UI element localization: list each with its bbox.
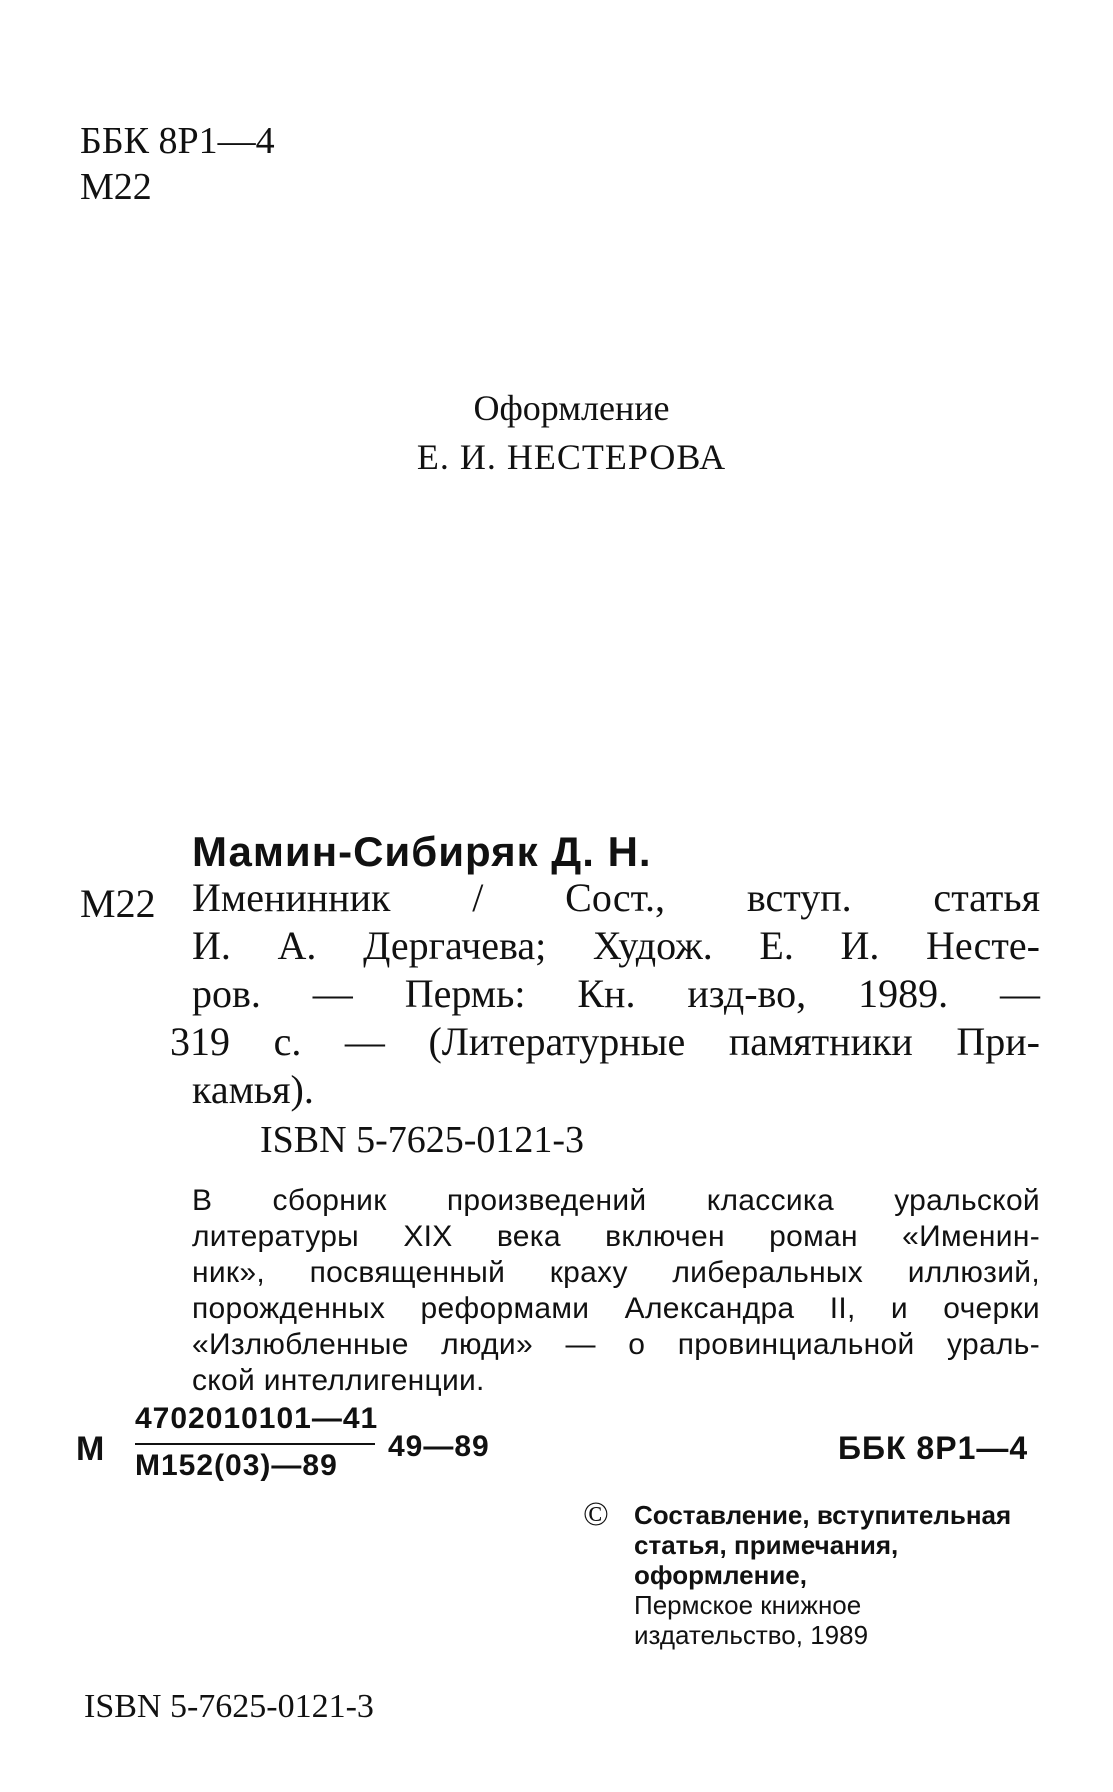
bbk-code-top: ББК 8Р1—4 [80,120,275,162]
publication-code-denominator: М152(03)—89 [135,1449,338,1482]
fraction-rule [135,1443,375,1445]
catalog-author: Мамин-Сибиряк Д. Н. [192,828,652,875]
bbk-code-card: ББК 8Р1—4 [838,1430,1029,1466]
footer-isbn: ISBN 5-7625-0121-3 [84,1688,374,1725]
copyright-line: издательство, 1989 [634,1620,869,1650]
publication-code-suffix: 49—89 [388,1430,490,1463]
copyright-line: Составление, вступительная [634,1500,1012,1530]
catalog-author-mark: М22 [80,881,156,926]
annotation-line: ской интеллигенции. [192,1364,485,1397]
bibliographic-line: ров. — Пермь: Кн. изд-во, 1989. — [192,971,1040,1016]
copyright-icon: © [583,1496,609,1533]
design-credit-name: Е. И. НЕСТЕРОВА [416,437,727,477]
annotation-line: ник», посвященный краху либеральных иллюзий, [192,1256,1040,1289]
copyright-line: оформление, [634,1560,807,1590]
annotation-line: «Излюбленные люди» — о провинциальной ураль- [192,1328,1040,1361]
annotation-line: порожденных реформами Александра II, и очерки [192,1292,1040,1325]
bibliographic-line: Именинник / Сост., вступ. статья [192,875,1040,920]
publication-code-numerator: 4702010101—41 [135,1402,379,1435]
annotation-line: В сборник произведений классика уральской [192,1184,1040,1217]
bibliographic-line: 319 с. — (Литературные памятники При- [170,1019,1040,1064]
catalog-isbn: ISBN 5-7625-0121-3 [260,1119,585,1161]
design-credit-label: Оформление [473,388,670,428]
bibliographic-line: камья). [192,1067,314,1112]
copyright-line: статья, примечания, [634,1530,899,1560]
publication-code-prefix: М [76,1430,105,1468]
copyright-line: Пермское книжное [634,1590,862,1620]
annotation-line: литературы XIX века включен роман «Именин- [192,1220,1040,1253]
bibliographic-line: И. А. Дергачева; Худож. Е. И. Несте- [192,923,1040,968]
author-mark-top: М22 [80,166,152,208]
